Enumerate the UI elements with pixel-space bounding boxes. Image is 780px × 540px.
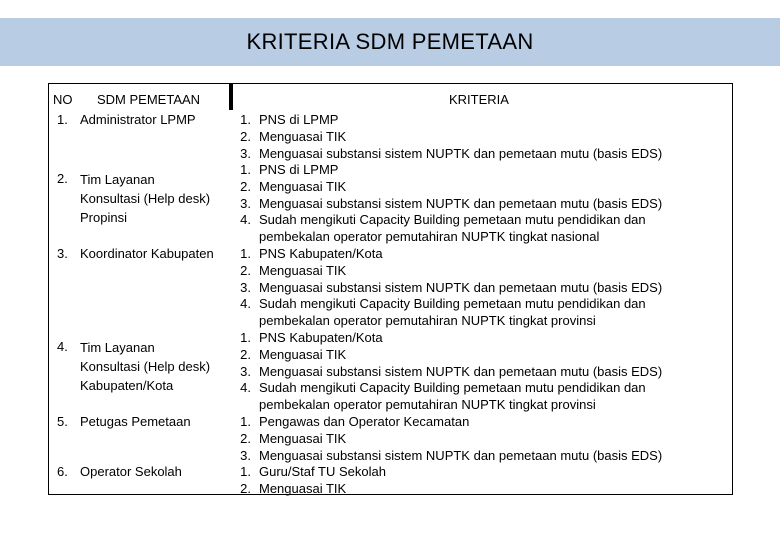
kriteria-text: Sudah mengikuti Capacity Building pemetaan mutu pendidikan dan	[259, 296, 646, 312]
sdm-name: Koordinator Kabupaten	[80, 246, 214, 261]
kriteria-text: Menguasai substansi sistem NUPTK dan pemetaan mutu (basis EDS)	[259, 145, 663, 161]
sdm-name: Tim Layanan	[80, 340, 155, 355]
kriteria-text: Menguasai substansi sistem NUPTK dan pemetaan mutu (basis EDS)	[259, 363, 663, 379]
row-number: 2.	[57, 171, 68, 186]
criteria-table	[48, 83, 733, 495]
kriteria-number: 2.	[240, 128, 251, 144]
sdm-name: Kabupaten/Kota	[80, 378, 174, 393]
page-title: KRITERIA SDM PEMETAAN	[246, 29, 534, 54]
kriteria-text: Sudah mengikuti Capacity Building pemetaan mutu pendidikan dan	[259, 380, 646, 396]
kriteria-number: 1.	[240, 162, 251, 177]
kriteria-number: 2.	[240, 430, 251, 446]
kriteria-number: 2.	[240, 346, 251, 362]
kriteria-text: Menguasai TIK	[259, 128, 347, 144]
sdm-name: Petugas Pemetaan	[80, 414, 191, 429]
kriteria-number: 4.	[240, 212, 251, 228]
kriteria-text: pembekalan operator pemutahiran NUPTK tingkat nasional	[259, 229, 600, 245]
kriteria-number: 3.	[240, 279, 251, 295]
kriteria-text: PNS di LPMP	[259, 112, 339, 127]
kriteria-text: pembekalan operator pemutahiran NUPTK tingkat provinsi	[259, 313, 596, 329]
sdm-name: Tim Layanan	[80, 172, 155, 187]
kriteria-number: 2.	[240, 480, 251, 496]
kriteria-text: Sudah mengikuti Capacity Building pemetaan mutu pendidikan dan	[259, 212, 646, 228]
kriteria-number: 1.	[240, 414, 251, 429]
header-divider	[229, 84, 233, 110]
kriteria-number: 4.	[240, 296, 251, 312]
kriteria-number: 2.	[240, 178, 251, 194]
header-sdm: SDM PEMETAAN	[97, 92, 201, 107]
kriteria-number: 3.	[240, 145, 251, 161]
kriteria-number: 1.	[240, 330, 251, 345]
sdm-name: Konsultasi (Help desk)	[80, 359, 211, 374]
row-number: 1.	[57, 112, 68, 127]
title-band	[0, 18, 780, 66]
kriteria-text: Menguasai TIK	[259, 262, 347, 278]
kriteria-number: 1.	[240, 464, 251, 479]
kriteria-text: Menguasai TIK	[259, 346, 347, 362]
header-no: NO	[53, 92, 73, 107]
kriteria-text: PNS Kabupaten/Kota	[259, 330, 383, 345]
row-number: 3.	[57, 246, 68, 261]
kriteria-text: PNS di LPMP	[259, 162, 339, 177]
sdm-name: Konsultasi (Help desk)	[80, 191, 211, 206]
kriteria-number: 1.	[240, 112, 251, 127]
kriteria-number: 3.	[240, 195, 251, 211]
sdm-name: Operator Sekolah	[80, 464, 182, 479]
row-number: 6.	[57, 464, 68, 479]
row-number: 4.	[57, 339, 68, 354]
kriteria-text: Menguasai TIK	[259, 178, 347, 194]
kriteria-text: PNS Kabupaten/Kota	[259, 246, 383, 261]
kriteria-text: Menguasai TIK	[259, 480, 347, 496]
kriteria-text: Menguasai substansi sistem NUPTK dan pemetaan mutu (basis EDS)	[259, 279, 663, 295]
kriteria-number: 4.	[240, 380, 251, 396]
kriteria-text: Guru/Staf TU Sekolah	[259, 464, 386, 479]
kriteria-text: pembekalan operator pemutahiran NUPTK tingkat provinsi	[259, 397, 596, 413]
sdm-name: Administrator LPMP	[80, 112, 196, 127]
kriteria-number: 3.	[240, 363, 251, 379]
kriteria-number: 1.	[240, 246, 251, 261]
kriteria-number: 3.	[240, 447, 251, 463]
kriteria-text: Menguasai TIK	[259, 430, 347, 446]
sdm-name: Propinsi	[80, 210, 127, 225]
row-number: 5.	[57, 414, 68, 429]
kriteria-text: Menguasai substansi sistem NUPTK dan pemetaan mutu (basis EDS)	[259, 195, 663, 211]
kriteria-number: 2.	[240, 262, 251, 278]
header-kriteria: KRITERIA	[449, 92, 509, 107]
kriteria-text: Menguasai substansi sistem NUPTK dan pemetaan mutu (basis EDS)	[259, 447, 663, 463]
kriteria-text: Pengawas dan Operator Kecamatan	[259, 414, 470, 429]
